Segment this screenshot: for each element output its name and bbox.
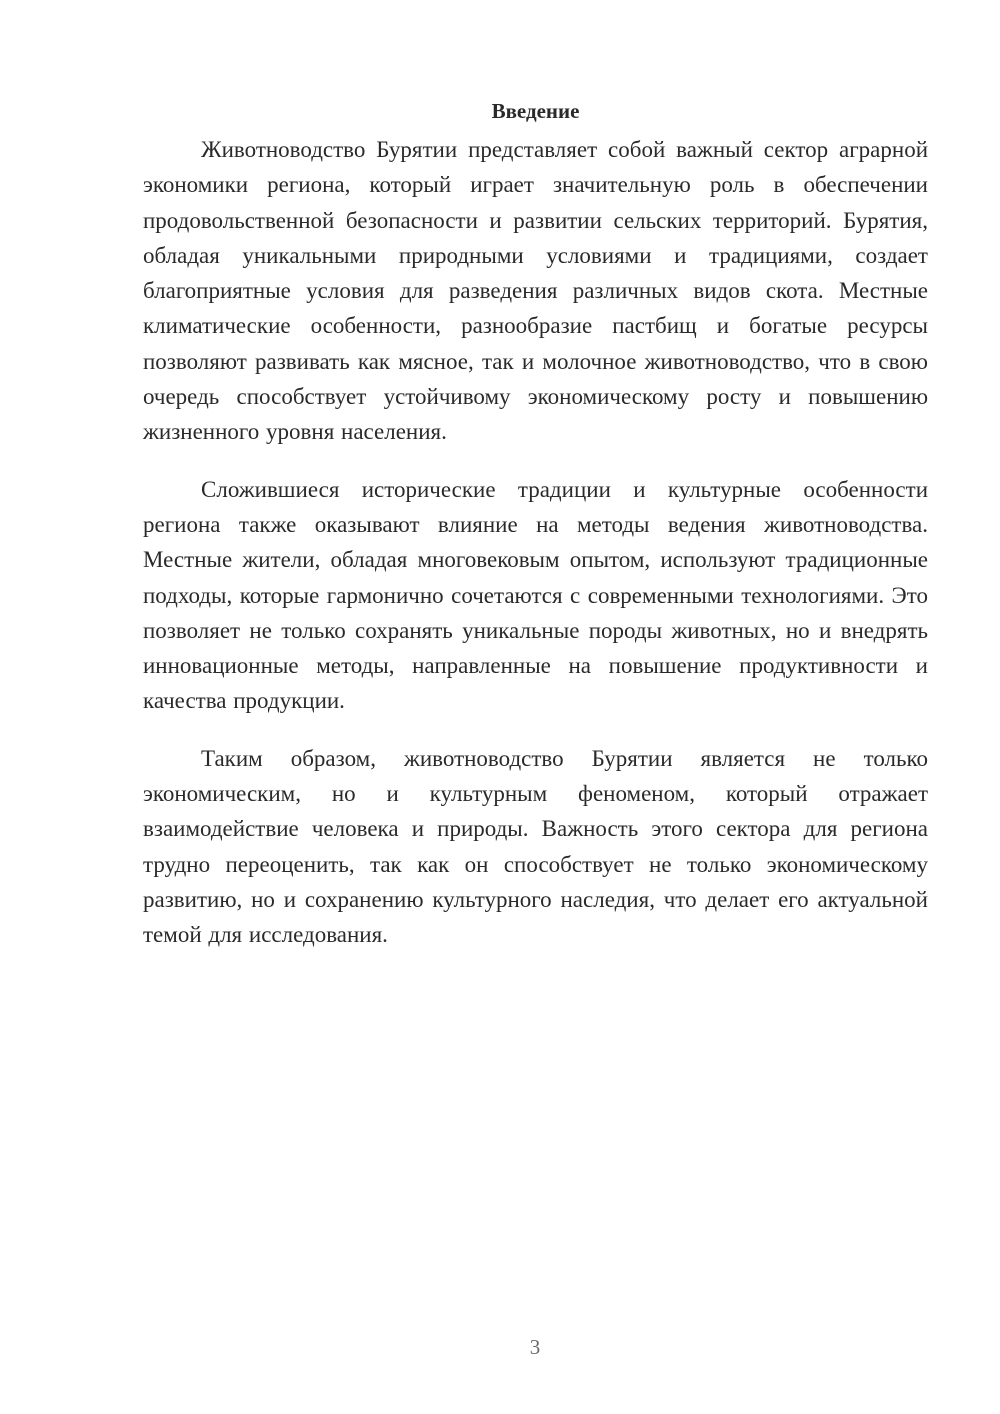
page-content [143,96,928,975]
paragraph-1: Животноводство Бурятии представляет собой важный сектор аграрной экономики региона, который играет значительную роль в обеспечении продовольственной безопасности и развитии сельских территорий. Бурятия, обладая уникальными природными условиями и традициями, создает благоприятные условия для разведения различных видов скота. Местные климатические особенности, разнообразие пастбищ и богатые ресурсы позволяют развивать как мясное, так и молочное животноводство, что в свою очередь способствует устойчивому экономическому росту и повышению жизненного уровня населения. [143,137,928,445]
section-heading: Введение [491,99,580,123]
page-number: 3 [529,1335,541,1359]
paragraph-2: Сложившиеся исторические традиции и культурные особенности региона также оказывают влияние на методы ведения животноводства. Местные жители, обладая многовековым опытом, используют традиционные подходы, которые гармонично сочетаются с современными технологиями. Это позволяет не только сохранять уникальные породы животных, но и внедрять инновационные методы, направленные на повышение продуктивности и качества продукции. [143,476,928,714]
paragraph-3: Таким образом, животноводство Бурятии является не только экономическим, но и культурным феноменом, который отражает взаимодействие человека и природы. Важность этого сектора для региона трудно переоценить, так как он способствует не только экономическому развитию, но и сохранению культурного наследия, что делает его актуальной темой для исследования. [143,745,928,948]
